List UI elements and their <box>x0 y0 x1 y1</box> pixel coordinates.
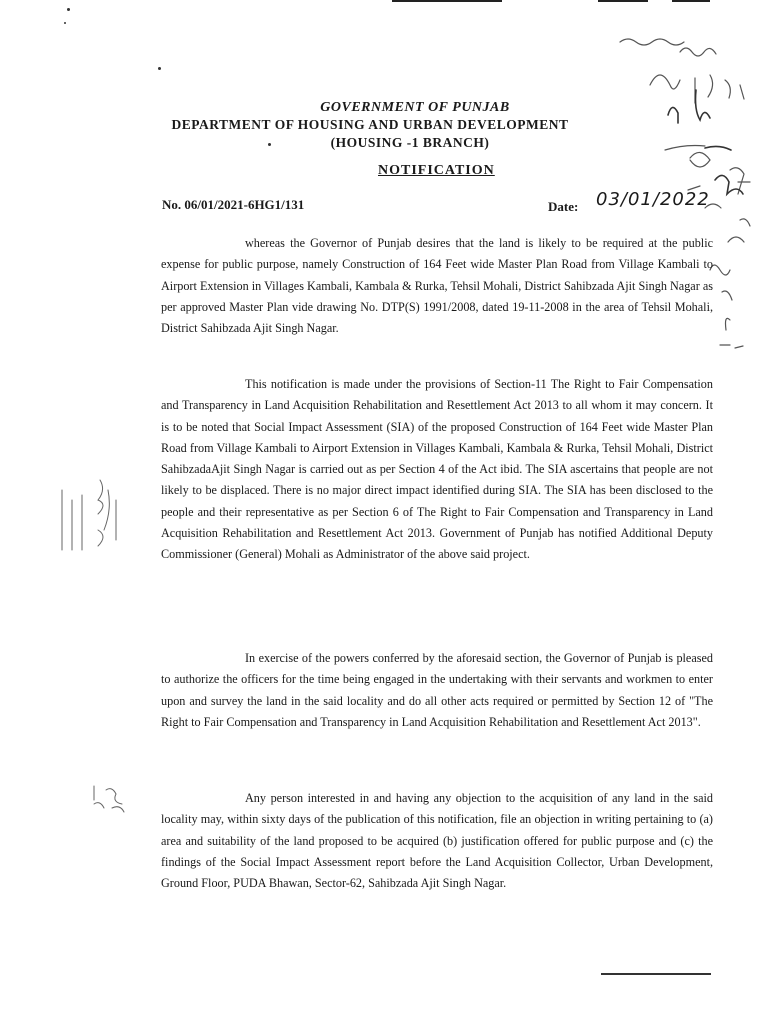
header-government: GOVERNMENT OF PUNJAB <box>320 100 510 115</box>
paragraph-4: Any person interested in and having any objection to the acquisition of any land in the said locality may, within sixty days of the publication of this notification, file an objection in writing pertaining to (a) area and suitability of the land proposed to be acquired (b) justification offered for public purpose and (c) the findings of the Social Impact Assessment report before the Land Acquisition Collector, Urban Development, Ground Floor, PUDA Bhawan, Sector-62, Sahibzada Ajit Singh Nagar. <box>161 791 713 891</box>
scan-top-rule <box>392 0 502 2</box>
scan-speck <box>158 67 161 70</box>
paragraph-3: In exercise of the powers conferred by the aforesaid section, the Governor of Punjab is pleased to authorize the officers for the time being engaged in the undertaking with their servants and workmen to enter upon and survey the land in the said locality and do all other acts required or permitted by Section 12 of "The Right to Fair Compensation and Transparency in Land Acquisition Rehabilitation and Resettlement Act 2013". <box>161 651 713 729</box>
paragraph-2: This notification is made under the provisions of Section-11 The Right to Fair Compensation and Transparency in Land Acquisition Rehabilitation and Resettlement Act 2013 to all whom it may concern. It is to be noted that Social Impact Assessment (SIA) of the proposed Construction of 164 Feet wide Master Plan Road from Village Kambali to Airport Extension in Villages Kambali, Kambala & Rurka, Tehsil Mohali, District SahibzadaAjit Singh Nagar is carried out as per Section 4 of the Act ibid. The SIA ascertains that people are not likely to be displaced. There is no major direct impact identified during SIA. The SIA has been disclosed to the people and their representative as per Section 6 of The Right to Fair Compensation and Transparency in Land Acquisition Rehabilitation and Resettlement Act 2013. Government of Punjab has notified Additional Deputy Commissioner (General) Mohali as Administrator of the above said project. <box>161 377 713 562</box>
scan-top-rule <box>672 0 710 2</box>
scan-speck <box>64 22 66 24</box>
header-branch: (HOUSING -1 BRANCH) <box>330 135 490 150</box>
margin-scribble <box>88 780 138 820</box>
notification-title: NOTIFICATION <box>378 163 495 178</box>
date-value-handwritten: 03/01/2022 <box>596 189 710 210</box>
scan-top-rule <box>598 0 648 2</box>
scan-speck <box>67 8 70 11</box>
footer-rule <box>601 973 711 975</box>
receipt-stamp <box>50 470 130 570</box>
notification-number: No. 06/01/2021-6HG1/131 <box>162 197 305 212</box>
date-label: Date: <box>548 199 579 214</box>
header-department: DEPARTMENT OF HOUSING AND URBAN DEVELOPMENT <box>171 117 569 132</box>
paragraph-1: whereas the Governor of Punjab desires that the land is likely to be required at the public expense for public purpose, namely Construction of 164 Feet wide Master Plan Road from Village Kambali to Airport Extension in Villages Kambali, Kambala & Rurka, Tehsil Mohali, District Sahibzada Ajit Singh Nagar as per approved Master Plan vide drawing No. DTP(S) 1991/2008, dated 19-11-2008 in the area of Tehsil Mohali, District Sahibzada Ajit Singh Nagar. <box>161 236 713 336</box>
